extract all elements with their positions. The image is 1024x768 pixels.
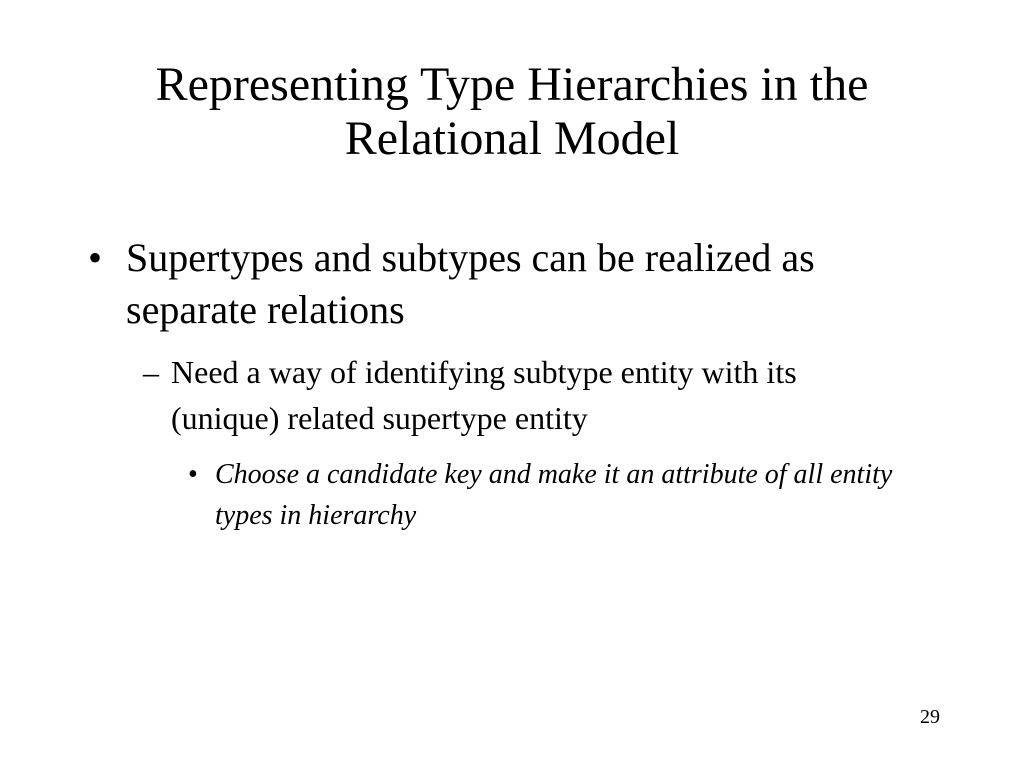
bullet-marker: • (88, 235, 103, 280)
slide-title (60, 58, 964, 166)
dash-marker: – (143, 354, 159, 390)
sub-bullet-text: Need a way of identifying subtype entity with its (unique) related supertype entity (171, 354, 797, 436)
bullet-text: Supertypes and subtypes can be realized as separate relations (126, 235, 815, 332)
sub-sub-bullet-text: Choose a candidate key and make it an attribute of all entity types in hierarchy (215, 459, 893, 531)
page-number: 29 (920, 706, 940, 728)
slide-title-line-2: Relational Model (344, 112, 680, 165)
bullet-marker: • (188, 459, 198, 490)
slide-title-line-1: Representing Type Hierarchies in the (155, 58, 869, 111)
